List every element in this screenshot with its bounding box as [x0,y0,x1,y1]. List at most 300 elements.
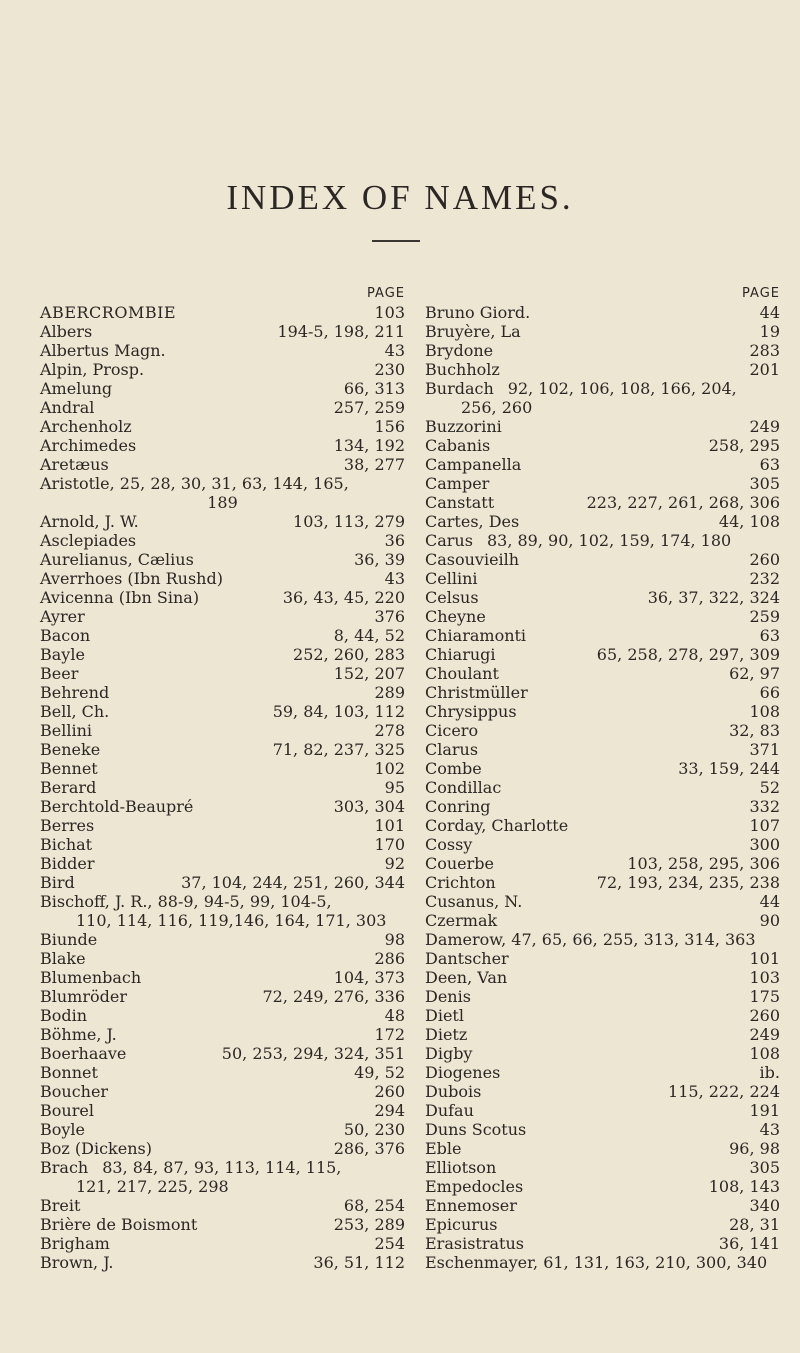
entry-pages: 108 [749,1044,780,1063]
entry-name: Canstatt [425,493,495,512]
index-entry [425,740,780,759]
entry-name: Averrhoes (Ibn Rushd) [40,569,223,588]
entry-pages: 254 [374,1234,405,1253]
entry-pages: 232 [749,569,780,588]
index-entry [40,664,405,683]
entry-pages: 36 [384,531,405,550]
entry-pages: 37, 104, 244, 251, 260, 344 [181,873,405,892]
entry-name: Bird [40,873,75,892]
index-entry [425,1177,780,1196]
entry-pages: 103, 258, 295, 306 [627,854,780,873]
index-entry [40,436,405,455]
entry-name: Amelung [40,379,113,398]
index-column-left [40,284,405,1272]
entry-pages: 230 [374,360,405,379]
entry-pages: 8, 44, 52 [333,626,405,645]
entry-name: Bruno Giord. [425,303,531,322]
entry-pages: 95 [384,778,405,797]
entry-name: Andral [40,398,95,417]
entry-name: Epicurus [425,1215,498,1234]
index-entries-right [425,303,780,1272]
entry-pages: 36, 51, 112 [313,1253,405,1272]
index-entry [425,379,780,398]
index-entry [40,968,405,987]
index-entry [425,987,780,1006]
entry-name: Elliotson [425,1158,497,1177]
entry-pages: ib. [759,1063,780,1082]
index-entry [40,835,405,854]
entry-name: Deen, Van [425,968,508,987]
index-entry [425,1215,780,1234]
entry-name: Celsus [425,588,479,607]
entry-name: Choulant [425,664,499,683]
index-entry [425,569,780,588]
index-entry [425,474,780,493]
entry-name: Crichton [425,873,496,892]
entry-pages: 305 [749,474,780,493]
entry-name: Cellini [425,569,478,588]
index-entry [40,645,405,664]
entry-name: Ayrer [40,607,85,626]
entry-name: Boerhaave [40,1044,127,1063]
index-entry [425,721,780,740]
index-entry [40,892,405,911]
entry-pages: 252, 260, 283 [293,645,405,664]
entry-pages: 101 [374,816,405,835]
entry-name: Blumröder [40,987,127,1006]
index-entry [40,1215,405,1234]
index-entry [425,1253,780,1272]
entry-pages: 68, 254 [343,1196,405,1215]
entry-name: Berres [40,816,95,835]
index-entry [40,987,405,1006]
index-entry [425,778,780,797]
index-entry [40,531,405,550]
entry-name: Bourel [40,1101,94,1120]
index-entry [425,1006,780,1025]
entry-pages: 286, 376 [333,1139,405,1158]
entry-pages: 300 [749,835,780,854]
entry-name: Bell, Ch. [40,702,110,721]
entry-pages: 249 [749,417,780,436]
index-entry [425,1044,780,1063]
index-entry [40,778,405,797]
index-entry [425,854,780,873]
entry-pages: 115, 222, 224 [668,1082,780,1101]
index-entry [40,512,405,531]
index-entry [40,417,405,436]
index-entry [425,873,780,892]
entry-name: Archimedes [40,436,137,455]
index-entry [40,588,405,607]
entry-pages: 44, 108 [718,512,780,531]
index-entry [40,474,405,493]
entry-name: Czermak [425,911,498,930]
entry-name: Cabanis [425,436,491,455]
entry-name: Empedocles [425,1177,524,1196]
entry-name: Dietl [425,1006,464,1025]
entry-pages: 90 [759,911,780,930]
entry-name: Aretæus [40,455,109,474]
index-entry [425,968,780,987]
index-entry [425,493,780,512]
index-entry [425,512,780,531]
entry-name: Brydone [425,341,494,360]
entry-name: Couerbe [425,854,495,873]
entry-pages: 278 [374,721,405,740]
entry-name: Bruyère, La [425,322,521,341]
entry-name: Buchholz [425,360,500,379]
entry-name: Duns Scotus [425,1120,527,1139]
index-entry [40,360,405,379]
entry-name: Berard [40,778,97,797]
index-entry [425,626,780,645]
entry-pages: 72, 249, 276, 336 [262,987,405,1006]
entry-name: Campanella [425,455,522,474]
index-entry [40,911,405,930]
entry-pages: 101 [749,949,780,968]
index-entry [40,1234,405,1253]
entry-name: 256, 260 [461,398,533,417]
index-column-right [425,284,780,1272]
entry-name: Ennemoser [425,1196,517,1215]
entry-pages: 50, 230 [343,1120,405,1139]
index-entry [40,1158,405,1177]
entry-pages: 107 [749,816,780,835]
index-entry [425,1158,780,1177]
index-entry [425,341,780,360]
entry-name: Bodin [40,1006,88,1025]
entry-pages: 156 [374,417,405,436]
index-entry [425,892,780,911]
index-entry [425,303,780,322]
entry-pages: 59, 84, 103, 112 [272,702,405,721]
index-entry [425,1120,780,1139]
entry-name: Arnold, J. W. [40,512,139,531]
entry-name: Damerow, 47, 65, 66, 255, 313, 314, 363 [425,930,756,949]
entry-pages: 98 [384,930,405,949]
entry-name: Burdach [425,379,494,398]
entry-name: Bichat [40,835,93,854]
entry-name: ABERCROMBIE [40,303,177,322]
index-entry [40,341,405,360]
index-entry [425,455,780,474]
entry-pages: 223, 227, 261, 268, 306 [586,493,780,512]
index-entries-left [40,303,405,1272]
index-entry [40,873,405,892]
entry-pages: 260 [749,1006,780,1025]
index-entry [425,322,780,341]
entry-name: Dubois [425,1082,482,1101]
entry-pages: 194-5, 198, 211 [277,322,405,341]
entry-pages: 63 [759,626,780,645]
entry-name: Blumenbach [40,968,142,987]
entry-name: Diogenes [425,1063,501,1082]
index-entry [40,1044,405,1063]
index-entry [40,702,405,721]
entry-pages: 33, 159, 244 [678,759,780,778]
entry-name: Corday, Charlotte [425,816,569,835]
entry-pages: 201 [749,360,780,379]
index-entry [425,949,780,968]
index-entry [425,607,780,626]
entry-pages: 66 [759,683,780,702]
entry-pages: 191 [749,1101,780,1120]
entry-name: Digby [425,1044,473,1063]
page-title: INDEX OF NAMES. [226,178,574,217]
entry-pages: 259 [749,607,780,626]
entry-name: Alpin, Prosp. [40,360,145,379]
index-entry [40,626,405,645]
entry-name: Chrysippus [425,702,517,721]
index-entry [425,531,780,550]
index-entry [425,1234,780,1253]
entry-name: 121, 217, 225, 298 [76,1177,229,1196]
entry-pages: 257, 259 [333,398,405,417]
entry-pages: 103 [374,303,405,322]
entry-name: Dufau [425,1101,474,1120]
entry-pages: 175 [749,987,780,1006]
entry-name: Asclepiades [40,531,137,550]
entry-pages: 43 [384,569,405,588]
entry-pages: 92, 102, 106, 108, 166, 204, [507,379,737,398]
entry-pages: 283 [749,341,780,360]
entry-name: Boyle [40,1120,86,1139]
index-entry [40,455,405,474]
index-entry [425,702,780,721]
entry-name: Chiaramonti [425,626,527,645]
index-entry [40,1253,405,1272]
entry-name: Condillac [425,778,502,797]
entry-pages: 260 [749,550,780,569]
entry-name: Bennet [40,759,98,778]
index-entry [425,759,780,778]
index-entry [425,1025,780,1044]
entry-pages: 289 [374,683,405,702]
index-entry [40,607,405,626]
index-entry [40,1006,405,1025]
entry-pages: 36, 141 [718,1234,780,1253]
index-entry [40,1120,405,1139]
entry-name: Brach [40,1158,89,1177]
entry-pages: 36, 37, 322, 324 [647,588,780,607]
entry-name: Dantscher [425,949,509,968]
index-entry [40,398,405,417]
entry-pages: 103, 113, 279 [293,512,405,531]
entry-pages: 71, 82, 237, 325 [272,740,405,759]
index-entry [425,930,780,949]
entry-pages: 72, 193, 234, 235, 238 [596,873,780,892]
index-entry [425,550,780,569]
index-entry [425,1063,780,1082]
entry-name: Boz (Dickens) [40,1139,152,1158]
entry-name: Casouvieilh [425,550,520,569]
entry-name: Clarus [425,740,479,759]
entry-name: Brière de Boismont [40,1215,198,1234]
index-entry [40,1025,405,1044]
page-column-header: PAGE [367,286,405,301]
entry-name: 110, 114, 116, 119,146, 164, 171, 303 [76,911,387,930]
index-entry [425,1082,780,1101]
entry-pages: 286 [374,949,405,968]
entry-name: Denis [425,987,471,1006]
entry-name: Combe [425,759,482,778]
entry-pages: 44 [759,303,780,322]
entry-pages: 332 [749,797,780,816]
index-entry [40,1177,405,1196]
index-entry [40,379,405,398]
entry-name: Brigham [40,1234,110,1253]
entry-pages: 32, 83 [729,721,780,740]
entry-pages: 52 [759,778,780,797]
entry-name: Aristotle, 25, 28, 30, 31, 63, 144, 165, [40,474,349,493]
entry-name: Avicenna (Ibn Sina) [40,588,200,607]
index-entry [40,854,405,873]
entry-pages: 104, 373 [333,968,405,987]
index-entry [425,1196,780,1215]
entry-pages: 108 [749,702,780,721]
index-entry [40,1139,405,1158]
entry-pages: 50, 253, 294, 324, 351 [221,1044,405,1063]
entry-name: Boucher [40,1082,109,1101]
entry-name: Brown, J. [40,1253,114,1272]
index-entry [425,360,780,379]
entry-name: Cusanus, N. [425,892,523,911]
entry-pages: 43 [759,1120,780,1139]
entry-name: Böhme, J. [40,1025,117,1044]
entry-name: Bischoff, J. R., 88-9, 94-5, 99, 104-5, [40,892,332,911]
entry-pages: 36, 43, 45, 220 [282,588,405,607]
entry-name: Bonnet [40,1063,98,1082]
entry-name: Beer [40,664,79,683]
index-entry [425,645,780,664]
entry-pages: 152, 207 [333,664,405,683]
index-entry [425,417,780,436]
entry-name: Camper [425,474,490,493]
index-entry [40,949,405,968]
entry-name: Dietz [425,1025,468,1044]
index-entry [425,816,780,835]
entry-pages: 62, 97 [729,664,780,683]
entry-name: Chiarugi [425,645,496,664]
entry-pages: 36, 39 [354,550,405,569]
entry-name: Aurelianus, Cælius [40,550,194,569]
index-entry [40,303,405,322]
entry-pages: 103 [749,968,780,987]
entry-name: Cartes, Des [425,512,520,531]
index-entry [40,797,405,816]
entry-name: Bellini [40,721,92,740]
entry-pages: 134, 192 [333,436,405,455]
entry-pages: 83, 89, 90, 102, 159, 174, 180 [486,531,732,550]
title-rule [372,240,420,242]
entry-pages: 172 [374,1025,405,1044]
entry-pages: 83, 84, 87, 93, 113, 114, 115, [102,1158,342,1177]
entry-pages: 253, 289 [333,1215,405,1234]
index-entry [40,1101,405,1120]
entry-name: Berchtold-Beaupré [40,797,194,816]
entry-name: Cheyne [425,607,486,626]
entry-pages: 170 [374,835,405,854]
index-entry [40,1063,405,1082]
index-entry [40,569,405,588]
index-entry [425,436,780,455]
index-entry [40,550,405,569]
index-entry [40,683,405,702]
entry-pages: 249 [749,1025,780,1044]
entry-name: Christmüller [425,683,528,702]
entry-pages: 63 [759,455,780,474]
entry-name: Cossy [425,835,473,854]
entry-pages: 96, 98 [729,1139,780,1158]
entry-name: Beneke [40,740,101,759]
entry-pages: 294 [374,1101,405,1120]
entry-name: Albertus Magn. [40,341,166,360]
index-entry [425,588,780,607]
entry-name: Cicero [425,721,479,740]
entry-pages: 303, 304 [333,797,405,816]
entry-pages: 189 [207,493,238,512]
entry-name: Eble [425,1139,462,1158]
entry-pages: 48 [384,1006,405,1025]
index-entry [425,683,780,702]
index-entry [40,740,405,759]
index-entry [425,911,780,930]
entry-pages: 340 [749,1196,780,1215]
index-entry [40,322,405,341]
index-entry [40,721,405,740]
entry-pages: 43 [384,341,405,360]
entry-name: Blake [40,949,86,968]
index-entry [425,1101,780,1120]
entry-pages: 19 [759,322,780,341]
index-entry [425,398,780,417]
entry-pages: 376 [374,607,405,626]
entry-name: Breit [40,1196,81,1215]
entry-pages: 28, 31 [729,1215,780,1234]
entry-name: Bacon [40,626,91,645]
index-entry [40,759,405,778]
entry-pages: 38, 277 [343,455,405,474]
index-entry [40,930,405,949]
entry-name: Bayle [40,645,85,664]
index-entry [40,1196,405,1215]
entry-pages: 44 [759,892,780,911]
entry-pages: 92 [384,854,405,873]
entry-name: Biunde [40,930,98,949]
entry-pages: 260 [374,1082,405,1101]
index-entry [40,1082,405,1101]
entry-name: Bidder [40,854,95,873]
entry-pages: 102 [374,759,405,778]
entry-pages: 371 [749,740,780,759]
index-entry [425,797,780,816]
index-entry [40,816,405,835]
index-entry [425,835,780,854]
entry-name: Conring [425,797,491,816]
entry-name: Archenholz [40,417,132,436]
index-entry [40,493,405,512]
entry-pages: 65, 258, 278, 297, 309 [596,645,780,664]
entry-name: Carus [425,531,473,550]
entry-pages: 258, 295 [708,436,780,455]
entry-name: Erasistratus [425,1234,524,1253]
entry-name: Albers [40,322,93,341]
entry-pages: 49, 52 [354,1063,405,1082]
page-column-header: PAGE [742,286,780,301]
index-entry [425,1139,780,1158]
entry-pages: 305 [749,1158,780,1177]
